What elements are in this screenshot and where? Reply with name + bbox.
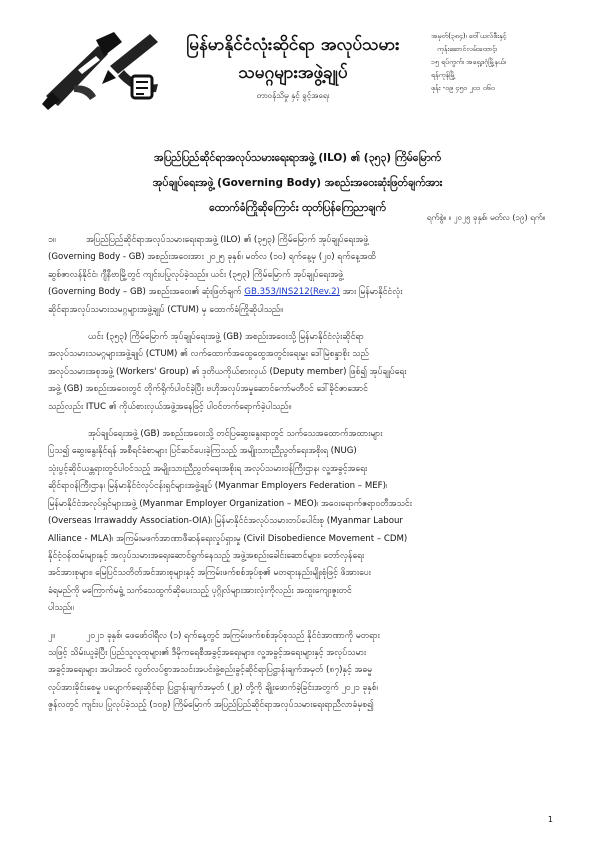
paragraph-line: အခွင့်အရေးများ အပါအဝင် လွတ်လပ်စွာအသင်းအပင်းဖွဲ့စည်းခွင့်ဆိုင်ရာပြဋ္ဌာန်းချက်အမှတ် (၈၇)နှင့် အဓမ္မ	[48, 665, 373, 676]
paragraph-line: ခံရမည်ကို မကြောက်မရွံ့ သက်သေထွက်ဆိုပေးသည့် ပုဂ္ဂိုလ်များအားလုံးကိုလည်း အထူးကျေးဇူးတင်	[48, 585, 352, 596]
paragraph-line: သဖြင့် သိမ်းယူခဲ့ပြီး ပြည်သူလူထုများ၏ ဒီမိုကရေစီအခွင့်အရေးများ၊ လူ့အခွင့်အရေးများနှင့် အလုပ်သမား	[48, 647, 367, 658]
paragraph-number: ၂။	[48, 630, 55, 641]
paragraph-2	[48, 329, 555, 416]
organization-motto: တာဝန်သိမှု နှင့် ခွင့်အရေး	[256, 91, 330, 100]
page-number: 1	[547, 815, 553, 824]
title-line: အပြည်ပြည်ဆိုင်ရာအလုပ်သမားရေးရာအဖွဲ့ (ILO) ၏ (၃၅၃) ကြိမ်မြောက်	[153, 152, 442, 164]
organization-name-block	[168, 32, 418, 104]
paragraph-line: (Overseas Irrawaddy Association-OIA)၊ မြန်မာနိုင်ငံအလုပ်သမားတပ်ပေါင်းစု (Myanmar Labour	[48, 516, 403, 527]
address-line: ဖုန်း -၀၉ ၄၅၀ ၂၀၁ ၀၆၀	[431, 84, 495, 92]
organization-name-line2: သမဂ္ဂများအဖွဲ့ချုပ်	[238, 63, 348, 83]
ctum-logo	[38, 26, 162, 112]
paragraph-line: အား မြန်မာနိုင်ငံလုံး	[339, 287, 403, 298]
paragraph-line: အဖွဲ့ (GB) အစည်းအဝေးတွင် တိုက်ရိုက်ပါဝင်ခဲ့ပြီး ဗဟိုအလုပ်အမှုဆောင်ကော်မတီဝင် ဒေါ်ခိုင်ဇာအောင်	[48, 384, 368, 395]
paragraph-line: (Governing Body - GB) အစည်းအဝေးအား ၂၀၂၅ ခုနှစ်၊ မတ်လ (၁၀) ရက်နေ့မှ (၂၀) ရက်နေ့အထိ	[48, 252, 376, 263]
paragraph-line: ဆိုင်ရာအလုပ်သမားသမဂ္ဂများအဖွဲ့ချုပ် (CTUM) မှ ထောက်ခံကြိုဆိုပါသည်။	[48, 304, 283, 315]
gb-decision-link[interactable]: GB.353/INS212(Rev.2)	[244, 287, 340, 298]
title-line: အုပ်ချုပ်ရေးအဖွဲ့ (Governing Body) အစည်းအဝေးဆုံးဖြတ်ချက်အား	[152, 177, 443, 189]
paragraph-line: အင်အားစုများ၊ မြေပြင်သတိတ်အင်အားစုများနှင့် အကြမ်းဖက်စစ်အုပ်စု၏ မတရားနည်းမျိုးစုံဖြင့် ဖိအားပေး	[48, 568, 371, 579]
paragraph-line: ၂၀၂၁ ခုနှစ်၊ ဖေဖော်ဝါရီလ (၁) ရက်နေ့တွင် အကြမ်းဖက်စစ်အုပ်စုသည် နိုင်ငံအာဏာကို မတရား	[86, 630, 380, 641]
paragraph-line: ယင်း (၃၅၃) ကြိမ်မြောက် အုပ်ချုပ်ရေးအဖွဲ့ (GB) အစည်းအဝေးသို့ မြန်မာနိုင်ငံလုံးဆိုင်ရာ	[88, 332, 364, 343]
paragraph-number: ၁။	[48, 235, 56, 245]
paragraph-line: ဆိုင်ရာဝန်ကြီးဌာန၊ မြန်မာနိုင်ငံလုပ်ငန်းရှင်များအဖွဲ့ချုပ် (Myanmar Employers Federation – MEF)၊	[48, 481, 388, 492]
paragraph-line: သုံးပွင့်ဆိုင်ယန္တရားတွင်ပါဝင်သည့် အမျိုးသားညီညွတ်ရေးအစိုးရ အလုပ်သမားဝန်ကြီးဌာန၊ လူ့အခွင့်အရေး	[48, 463, 368, 474]
paragraph-line: သည်လည်း ITUC ၏ ကိုယ်စားလှယ်အဖွဲ့အနေဖြင့် ပါဝင်တက်ရောက်ခဲ့ပါသည်။	[48, 401, 292, 412]
paragraph-line: အပြည်ပြည်ဆိုင်ရာအလုပ်သမားရေးရာအဖွဲ့ (ILO) ၏ (၃၅၃) ကြိမ်မြောက် အုပ်ချုပ်ရေးအဖွဲ့	[86, 235, 369, 245]
paragraph-line: အလုပ်သမားအစုအဖွဲ့ (Workers' Group) ၏ ဒုတိယကိုယ်စားလှယ် (Deputy member) ဖြစ်၍ အုပ်ချုပ်ရေး	[48, 366, 407, 377]
paragraph-line: Alliance - MLA)၊ အကြမ်းမဖက်အာဏာဖီဆန်ရေးလှုပ်ရှားမှု (Civil Disobedience Movement – CDM)	[48, 533, 408, 544]
paragraph-line: ပြသ၍ ဆွေးနွေးနိုင်ရန် အစီရင်ခံစာများ ပြင်ဆင်ပေးခဲ့ကြသည့် အမျိုးသားညီညွတ်ရေးအစိုးရ (NUG)	[48, 446, 357, 457]
address-line: ရန်ကုန်မြို့	[431, 71, 456, 79]
paragraph-line: အုပ်ချုပ်ရေးအဖွဲ့ (GB) အစည်းအဝေးသို့ တင်ပြဆွေးနွေးရာတွင် သက်သေအထောက်အထားများ	[88, 429, 383, 440]
paragraph-line: ဇွန်လတွင် ကျင်းပ ပြုလုပ်ခဲ့သည့် (၁၀၉) ကြိမ်မြောက် အပြည်ပြည်ဆိုင်ရာအလုပ်သမားရေးရာညီလာခံမှစ၍	[48, 700, 374, 711]
paragraph-line: နိုင်ငံ့ဝန်ထမ်းများနှင့် အလုပ်သမားအရေးဆောင်ရွက်နေသည့် အဖွဲ့အစည်းခေါင်းဆောင်များ၊ တော်လှန်ရေး	[48, 550, 365, 561]
paragraph-1	[48, 232, 555, 319]
paragraph-4	[48, 628, 555, 715]
statement-title	[40, 146, 555, 221]
paragraph-line: အလုပ်သမားသမဂ္ဂများအဖွဲ့ချုပ် (CTUM) ၏ လက်ထောက်အထွေထွေအတွင်းရေးမှူး ဒေါ်မြဲစန္ဒာစိုး သည်	[48, 349, 369, 360]
paragraph-line: ဆွစ်ဇာလန်နိုင်ငံ၊ ဂျီနီဗာမြို့တွင် ကျင်းပပြုလုပ်ခဲ့သည်။ ယင်း (၃၅၃) ကြိမ်မြောက် အုပ်ချုပ်ရေးအဖွဲ့	[48, 269, 344, 280]
address-line: အမှတ်(၃၈၄)၊ ဗေါ်ယလ်ဖီးနှင့်	[431, 32, 507, 40]
paragraph-line: မြန်မာနိုင်ငံအလုပ်ရှင်များအဖွဲ့ (Myanmar Employer Organization – MEO)၊ အဝေးရောက်ဧရာဝတီအသင်း	[48, 498, 412, 509]
address-line: ၁၅ ရပ်ကွက်၊ အရှေ့ဒဂုံမြို့နယ်၊	[431, 58, 506, 66]
organization-address	[431, 30, 561, 95]
title-line: ထောက်ခံကြိုဆိုကြောင်း ထုတ်ပြန်ကြေညာချက်	[209, 202, 386, 214]
organization-name-line1: မြန်မာနိုင်ငံလုံးဆိုင်ရာ အလုပ်သမား	[186, 35, 400, 55]
paragraph-line: (Governing Body – GB) အစည်းအဝေး၏ ဆုံးဖြတ်ချက်	[48, 287, 242, 298]
letterhead	[38, 22, 558, 122]
paragraph-line: ပါသည်။	[48, 603, 74, 614]
address-line: ကုန်းဆောင်လမ်းထောင့်၊	[437, 45, 498, 53]
statement-date: ရက်စွဲ။ ။ ၂၀၂၅ ခုနှစ်၊ မတ်လ (၁၉) ရက်။	[426, 213, 545, 222]
paragraph-3	[48, 426, 555, 617]
statement-body	[48, 232, 555, 725]
paragraph-line: လုပ်အားခိုင်းစေမှု ပပျောက်ရေးဆိုင်ရာ ပြဋ္ဌာန်းချက်အမှတ် (၂၉) တို့ကို ချိုးဖောက်ခဲ့ခြင်းအတွက် ၂၀၂၁ ခုနှစ်၊	[48, 682, 378, 693]
